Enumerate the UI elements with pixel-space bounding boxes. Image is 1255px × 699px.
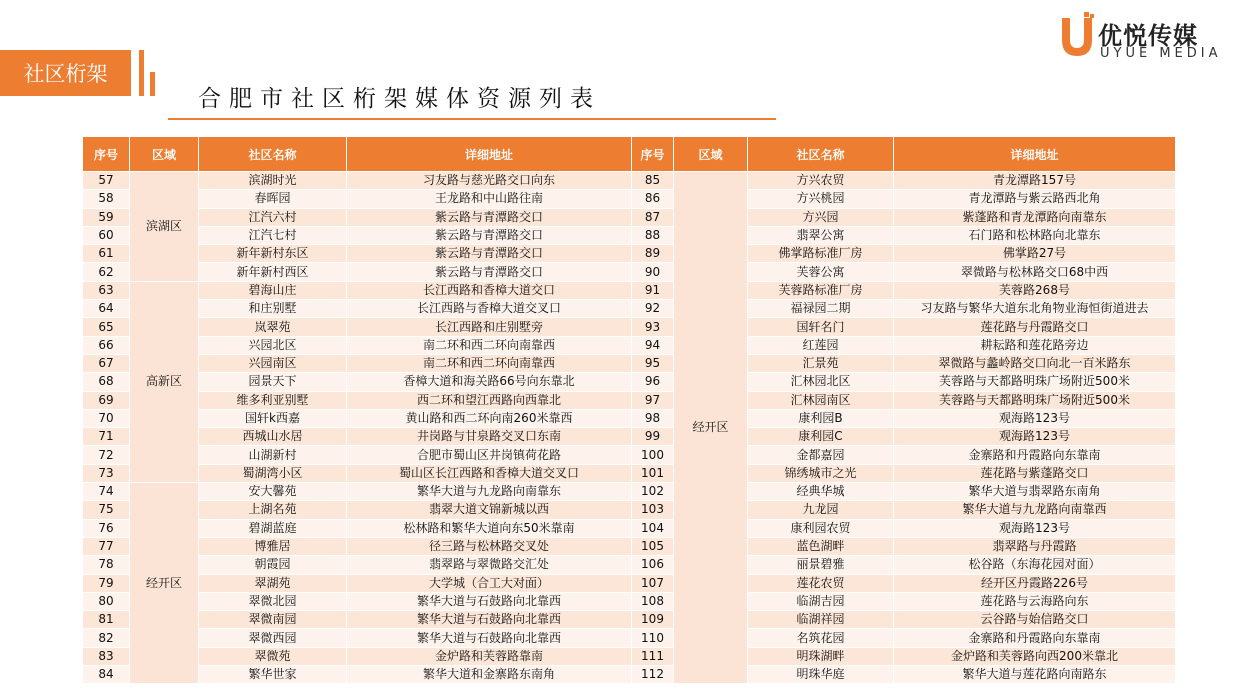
logo-u-icon bbox=[1058, 12, 1096, 60]
community-name: 朝霞园 bbox=[199, 556, 347, 574]
community-address: 金寨路和丹霞路向东靠南 bbox=[894, 446, 1176, 464]
community-address: 经开区丹霞路226号 bbox=[894, 574, 1176, 592]
row-index: 59 bbox=[83, 208, 130, 226]
table-row bbox=[83, 373, 1176, 391]
table-row bbox=[83, 354, 1176, 372]
header-address-left: 详细地址 bbox=[347, 137, 632, 172]
row-index: 102 bbox=[632, 483, 674, 501]
table-row bbox=[83, 574, 1176, 592]
community-address: 紫蓬路和青龙潭路向南靠东 bbox=[894, 208, 1176, 226]
community-name: 九龙园 bbox=[748, 501, 894, 519]
community-address: 繁华大道与九龙路向南靠西 bbox=[894, 501, 1176, 519]
community-name: 国轩k西嘉 bbox=[199, 409, 347, 427]
community-address: 芙蓉路268号 bbox=[894, 281, 1176, 299]
row-index: 81 bbox=[83, 611, 130, 629]
row-index: 93 bbox=[632, 318, 674, 336]
community-address: 耕耘路和莲花路旁边 bbox=[894, 336, 1176, 354]
community-name: 汇林园南区 bbox=[748, 391, 894, 409]
community-address: 金炉路和芙蓉路向西200米靠北 bbox=[894, 647, 1176, 665]
community-name: 碧海山庄 bbox=[199, 281, 347, 299]
community-name: 莲花农贸 bbox=[748, 574, 894, 592]
community-name: 上湖名苑 bbox=[199, 501, 347, 519]
table-header-row bbox=[83, 137, 1176, 172]
row-index: 99 bbox=[632, 428, 674, 446]
community-address: 翡翠路与丹霞路 bbox=[894, 537, 1176, 555]
community-address: 翡翠大道文锦新城以西 bbox=[347, 501, 632, 519]
community-address: 南二环和西二环向南靠西 bbox=[347, 336, 632, 354]
row-index: 111 bbox=[632, 647, 674, 665]
community-name: 康利园C bbox=[748, 428, 894, 446]
community-address: 南二环和西二环向南靠西 bbox=[347, 354, 632, 372]
community-address: 长江西路与香樟大道交叉口 bbox=[347, 300, 632, 318]
community-address: 繁华大道与石鼓路向北靠西 bbox=[347, 629, 632, 647]
row-index: 107 bbox=[632, 574, 674, 592]
community-name: 安大馨苑 bbox=[199, 483, 347, 501]
row-index: 58 bbox=[83, 190, 130, 208]
community-address: 合肥市蜀山区井岗镇荷花路 bbox=[347, 446, 632, 464]
row-index: 97 bbox=[632, 391, 674, 409]
row-index: 63 bbox=[83, 281, 130, 299]
row-index: 112 bbox=[632, 666, 674, 684]
row-index: 95 bbox=[632, 354, 674, 372]
community-address: 松林路和繁华大道向东50米靠南 bbox=[347, 519, 632, 537]
community-name: 汇林园北区 bbox=[748, 373, 894, 391]
header-name-left: 社区名称 bbox=[199, 137, 347, 172]
table-row bbox=[83, 281, 1176, 299]
table-row bbox=[83, 483, 1176, 501]
community-address: 莲花路与云海路向东 bbox=[894, 592, 1176, 610]
community-name: 芙蓉公寓 bbox=[748, 263, 894, 281]
community-address: 黄山路和西二环向南260米靠西 bbox=[347, 409, 632, 427]
community-name: 明珠湖畔 bbox=[748, 647, 894, 665]
community-name: 蓝色湖畔 bbox=[748, 537, 894, 555]
logo-cn-text: 优悦传媒 bbox=[1098, 22, 1198, 50]
community-name: 新年新村东区 bbox=[199, 245, 347, 263]
header-region-left: 区域 bbox=[130, 137, 199, 172]
community-name: 春晖园 bbox=[199, 190, 347, 208]
community-name: 丽景碧雅 bbox=[748, 556, 894, 574]
community-address: 大学城（合工大对面） bbox=[347, 574, 632, 592]
community-name: 汇景苑 bbox=[748, 354, 894, 372]
row-index: 86 bbox=[632, 190, 674, 208]
region-cell: 经开区 bbox=[130, 483, 199, 684]
community-name: 和庄别墅 bbox=[199, 300, 347, 318]
community-address: 繁华大道与石鼓路向北靠西 bbox=[347, 611, 632, 629]
community-address: 金炉路和芙蓉路靠南 bbox=[347, 647, 632, 665]
region-cell: 高新区 bbox=[130, 281, 199, 482]
community-address: 佛掌路27号 bbox=[894, 245, 1176, 263]
row-index: 103 bbox=[632, 501, 674, 519]
community-name: 明珠华庭 bbox=[748, 666, 894, 684]
row-index: 76 bbox=[83, 519, 130, 537]
table-row bbox=[83, 666, 1176, 684]
row-index: 108 bbox=[632, 592, 674, 610]
row-index: 106 bbox=[632, 556, 674, 574]
community-address: 青龙潭路157号 bbox=[894, 172, 1176, 190]
community-name: 金都嘉园 bbox=[748, 446, 894, 464]
table-row bbox=[83, 208, 1176, 226]
community-name: 岚翠苑 bbox=[199, 318, 347, 336]
table-row bbox=[83, 318, 1176, 336]
community-address: 云谷路与始信路交口 bbox=[894, 611, 1176, 629]
row-index: 89 bbox=[632, 245, 674, 263]
community-address: 石门路和松林路向北靠东 bbox=[894, 226, 1176, 244]
community-name: 新年新村西区 bbox=[199, 263, 347, 281]
community-address: 芙蓉路与天都路明珠广场附近500米 bbox=[894, 391, 1176, 409]
logo-en-text: UYUE MEDIA bbox=[1100, 46, 1222, 61]
row-index: 79 bbox=[83, 574, 130, 592]
table-row bbox=[83, 336, 1176, 354]
community-name: 方兴桃园 bbox=[748, 190, 894, 208]
header-address-right: 详细地址 bbox=[894, 137, 1176, 172]
row-index: 71 bbox=[83, 428, 130, 446]
community-name: 繁华世家 bbox=[199, 666, 347, 684]
table-row bbox=[83, 647, 1176, 665]
community-name: 山湖新村 bbox=[199, 446, 347, 464]
community-address: 青龙潭路与紫云路西北角 bbox=[894, 190, 1176, 208]
community-name: 翠微北园 bbox=[199, 592, 347, 610]
community-name: 国轩名门 bbox=[748, 318, 894, 336]
table-row bbox=[83, 172, 1176, 190]
community-address: 井岗路与甘泉路交叉口东南 bbox=[347, 428, 632, 446]
table-row bbox=[83, 464, 1176, 482]
community-address: 莲花路与丹霞路交口 bbox=[894, 318, 1176, 336]
row-index: 67 bbox=[83, 354, 130, 372]
row-index: 64 bbox=[83, 300, 130, 318]
row-index: 91 bbox=[632, 281, 674, 299]
row-index: 78 bbox=[83, 556, 130, 574]
community-name: 翠微苑 bbox=[199, 647, 347, 665]
community-name: 江汽七村 bbox=[199, 226, 347, 244]
community-name: 方兴园 bbox=[748, 208, 894, 226]
accent-bar-2 bbox=[150, 72, 155, 96]
title-underline bbox=[168, 118, 776, 120]
table-row bbox=[83, 556, 1176, 574]
row-index: 88 bbox=[632, 226, 674, 244]
row-index: 84 bbox=[83, 666, 130, 684]
table-row bbox=[83, 446, 1176, 464]
community-name: 福禄园二期 bbox=[748, 300, 894, 318]
community-name: 滨湖时光 bbox=[199, 172, 347, 190]
table-row bbox=[83, 391, 1176, 409]
row-index: 87 bbox=[632, 208, 674, 226]
community-name: 兴园北区 bbox=[199, 336, 347, 354]
row-index: 68 bbox=[83, 373, 130, 391]
row-index: 109 bbox=[632, 611, 674, 629]
community-address: 习友路与繁华大道东北角物业海恒街道进去 bbox=[894, 300, 1176, 318]
row-index: 57 bbox=[83, 172, 130, 190]
community-address: 翠微路与松林路交口68中西 bbox=[894, 263, 1176, 281]
community-name: 兴园南区 bbox=[199, 354, 347, 372]
community-address: 径三路与松林路交叉处 bbox=[347, 537, 632, 555]
table-row bbox=[83, 629, 1176, 647]
community-address: 观海路123号 bbox=[894, 519, 1176, 537]
row-index: 70 bbox=[83, 409, 130, 427]
community-name: 红莲园 bbox=[748, 336, 894, 354]
row-index: 104 bbox=[632, 519, 674, 537]
row-index: 85 bbox=[632, 172, 674, 190]
community-name: 博雅居 bbox=[199, 537, 347, 555]
header-index-right: 序号 bbox=[632, 137, 674, 172]
table-body bbox=[83, 172, 1176, 684]
community-address: 蜀山区长江西路和香樟大道交叉口 bbox=[347, 464, 632, 482]
community-name: 蜀湖湾小区 bbox=[199, 464, 347, 482]
media-resource-table bbox=[82, 136, 1176, 684]
community-address: 繁华大道与石鼓路向北靠西 bbox=[347, 592, 632, 610]
header-name-right: 社区名称 bbox=[748, 137, 894, 172]
row-index: 73 bbox=[83, 464, 130, 482]
row-index: 77 bbox=[83, 537, 130, 555]
community-address: 莲花路与紫蓬路交口 bbox=[894, 464, 1176, 482]
community-address: 翠微路与蠡岭路交口向北一百米路东 bbox=[894, 354, 1176, 372]
header-index-left: 序号 bbox=[83, 137, 130, 172]
community-address: 紫云路与青潭路交口 bbox=[347, 226, 632, 244]
header-region-right: 区域 bbox=[674, 137, 748, 172]
page-title: 合肥市社区桁架媒体资源列表 bbox=[198, 86, 601, 112]
community-name: 经典华城 bbox=[748, 483, 894, 501]
community-name: 江汽六村 bbox=[199, 208, 347, 226]
community-name: 名筑花园 bbox=[748, 629, 894, 647]
region-cell: 经开区 bbox=[674, 172, 748, 684]
brand-logo bbox=[1058, 12, 1248, 64]
row-index: 72 bbox=[83, 446, 130, 464]
community-name: 翠湖苑 bbox=[199, 574, 347, 592]
community-name: 翠微西园 bbox=[199, 629, 347, 647]
region-cell: 滨湖区 bbox=[130, 172, 199, 282]
row-index: 96 bbox=[632, 373, 674, 391]
row-index: 90 bbox=[632, 263, 674, 281]
row-index: 110 bbox=[632, 629, 674, 647]
row-index: 100 bbox=[632, 446, 674, 464]
community-address: 紫云路与青潭路交口 bbox=[347, 245, 632, 263]
table-row bbox=[83, 300, 1176, 318]
row-index: 62 bbox=[83, 263, 130, 281]
community-address: 繁华大道和金寨路东南角 bbox=[347, 666, 632, 684]
row-index: 60 bbox=[83, 226, 130, 244]
community-name: 临湖祥园 bbox=[748, 611, 894, 629]
community-name: 临湖吉园 bbox=[748, 592, 894, 610]
table-row bbox=[83, 611, 1176, 629]
row-index: 101 bbox=[632, 464, 674, 482]
community-name: 锦绣城市之光 bbox=[748, 464, 894, 482]
community-address: 紫云路与青潭路交口 bbox=[347, 263, 632, 281]
community-address: 西二环和望江西路向西靠北 bbox=[347, 391, 632, 409]
row-index: 69 bbox=[83, 391, 130, 409]
community-name: 西城山水居 bbox=[199, 428, 347, 446]
community-address: 观海路123号 bbox=[894, 428, 1176, 446]
community-address: 繁华大道与九龙路向南靠东 bbox=[347, 483, 632, 501]
table-row bbox=[83, 190, 1176, 208]
table-row bbox=[83, 592, 1176, 610]
community-address: 金寨路和丹霞路向东靠南 bbox=[894, 629, 1176, 647]
community-address: 松谷路（东海花园对面） bbox=[894, 556, 1176, 574]
table-row bbox=[83, 537, 1176, 555]
row-index: 65 bbox=[83, 318, 130, 336]
table-row bbox=[83, 226, 1176, 244]
community-name: 芙蓉路标准厂房 bbox=[748, 281, 894, 299]
table-row bbox=[83, 409, 1176, 427]
table-row bbox=[83, 519, 1176, 537]
community-name: 维多利亚别墅 bbox=[199, 391, 347, 409]
community-name: 康利园农贸 bbox=[748, 519, 894, 537]
community-name: 佛掌路标准厂房 bbox=[748, 245, 894, 263]
row-index: 98 bbox=[632, 409, 674, 427]
community-address: 繁华大道与莲花路向南路东 bbox=[894, 666, 1176, 684]
community-name: 康利园B bbox=[748, 409, 894, 427]
row-index: 82 bbox=[83, 629, 130, 647]
table-row bbox=[83, 245, 1176, 263]
community-name: 翡翠公寓 bbox=[748, 226, 894, 244]
community-address: 王龙路和中山路往南 bbox=[347, 190, 632, 208]
row-index: 75 bbox=[83, 501, 130, 519]
community-address: 翡翠路与翠微路交汇处 bbox=[347, 556, 632, 574]
row-index: 94 bbox=[632, 336, 674, 354]
table-row bbox=[83, 428, 1176, 446]
community-address: 芙蓉路与天都路明珠广场附近500米 bbox=[894, 373, 1176, 391]
row-index: 66 bbox=[83, 336, 130, 354]
accent-bar-1 bbox=[139, 50, 144, 96]
row-index: 74 bbox=[83, 483, 130, 501]
community-address: 长江西路和香樟大道交口 bbox=[347, 281, 632, 299]
community-name: 碧湖蓝庭 bbox=[199, 519, 347, 537]
community-address: 观海路123号 bbox=[894, 409, 1176, 427]
community-address: 习友路与慈光路交口向东 bbox=[347, 172, 632, 190]
row-index: 105 bbox=[632, 537, 674, 555]
row-index: 83 bbox=[83, 647, 130, 665]
community-address: 长江西路和庄别墅旁 bbox=[347, 318, 632, 336]
table-row bbox=[83, 501, 1176, 519]
row-index: 80 bbox=[83, 592, 130, 610]
section-tag: 社区桁架 bbox=[0, 50, 131, 96]
community-address: 香樟大道和海关路66号向东靠北 bbox=[347, 373, 632, 391]
community-address: 繁华大道与翡翠路东南角 bbox=[894, 483, 1176, 501]
row-index: 61 bbox=[83, 245, 130, 263]
row-index: 92 bbox=[632, 300, 674, 318]
community-name: 方兴农贸 bbox=[748, 172, 894, 190]
community-name: 园景天下 bbox=[199, 373, 347, 391]
table-row bbox=[83, 263, 1176, 281]
community-name: 翠微南园 bbox=[199, 611, 347, 629]
community-address: 紫云路与青潭路交口 bbox=[347, 208, 632, 226]
